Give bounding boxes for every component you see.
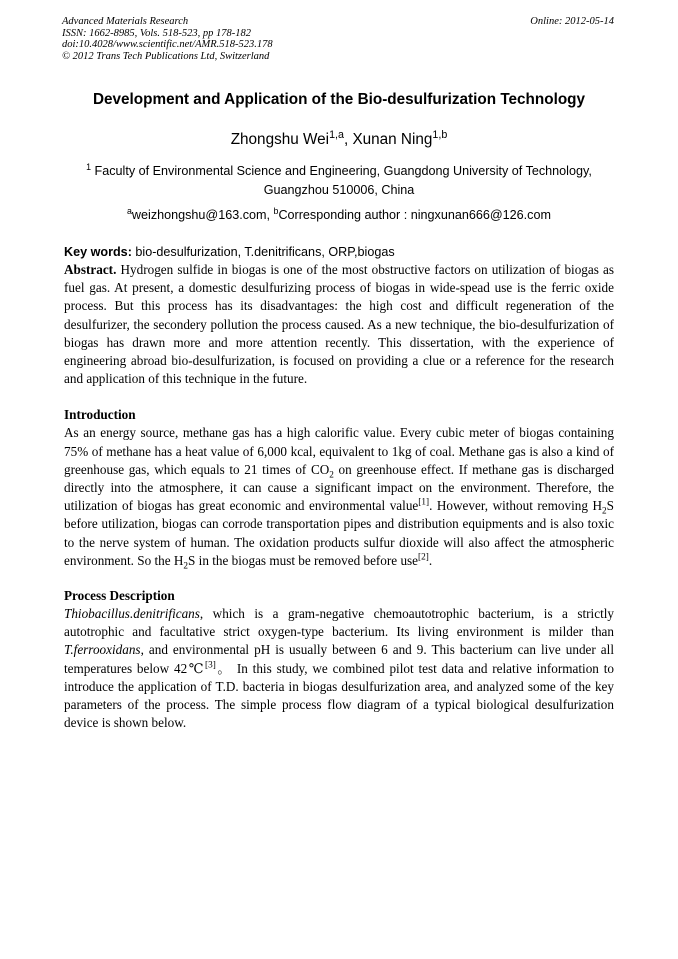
process-description-text: Thiobacillus.denitrificans, which is a gram-negative chemoautotrophic bacterium, is a strictly autotrophic and facultative strict oxygen-type bacterium. Its living environment is milder than T.ferrooxidans, and environmental pH is usually between 6 and 9. This bacterium can live under all temperatures below 42℃[3]。 In this study, we combined pilot test data and relative information to introduce the application of T.D. bacteria in biogas desulfurization area, and analyzed some of the key parameters of the process. The simple process flow diagram of a typical biological desulfurization device is shown below. <box>64 606 614 731</box>
keywords <box>64 243 614 261</box>
email-b: Corresponding author : ningxunan666@126.com <box>278 208 551 222</box>
paper-page <box>64 16 614 732</box>
author-line <box>64 130 614 150</box>
header-left <box>62 16 273 62</box>
email-b-marker: b <box>273 205 279 216</box>
citation-2: [2] <box>418 551 429 562</box>
author-2-affil: 1,b <box>432 128 448 141</box>
affiliation-line-1: $^1$ Faculty of Environmental Science and Engineering, Guangdong University of Technology, <box>86 161 592 178</box>
abstract <box>64 261 614 388</box>
keywords-text: bio-desulfurization, T.denitrificans, ORP,biogas <box>131 245 395 259</box>
copyright-line: © 2012 Trans Tech Publications Ltd, Switzerland <box>62 50 270 62</box>
doi-line: doi:10.4028/www.scientific.net/AMR.518-523.178 <box>62 39 273 51</box>
affiliation <box>64 162 614 200</box>
section-heading-introduction: Introduction <box>64 407 136 423</box>
author-2: Xunan Ning <box>352 131 433 148</box>
email-a-marker: a <box>127 205 132 216</box>
author-separator: , <box>343 131 353 148</box>
abstract-text: Hydrogen sulfide in biogas is one of the most obstructive factors on utilization of biogas as fuel gas. At present, a domestic desulfurizing process of biogas in wide-spead use is the ferric oxide process. But this process has its disadvantages: the high cost and difficult regeneration of the desulfurizer, the secondery pollution the process caused. As a new technique, the bio-desulfurization of biogas has drawn more and more attention recently. This dissertation, with the experience of engineering abroad bio-desulfurization, is focused on providing a clue or a reference for the research and application of this technique in the future. <box>64 262 614 387</box>
keywords-label: Key words: <box>64 245 132 259</box>
author-1: Zhongshu Wei <box>230 131 330 148</box>
running-header <box>64 16 614 64</box>
paper-title: Development and Application of the Bio-desulfurization Technology <box>92 91 586 108</box>
journal-name: Advanced Materials Research <box>62 16 189 27</box>
section-heading-process-description: Process Description <box>64 588 175 604</box>
email-a: weizhongshu@163.com, <box>131 208 274 222</box>
author-1-affil: 1,a <box>329 128 344 141</box>
issn-line: ISSN: 1662-8985, Vols. 518-523, pp 178-182 <box>62 27 251 39</box>
citation-1: [1] <box>418 496 430 507</box>
online-date: Online: 2012-05-14 <box>530 16 614 27</box>
email-line <box>64 206 614 225</box>
affiliation-number: 1 <box>86 161 92 172</box>
affiliation-line-2: Guangzhou 510006, China <box>263 183 415 197</box>
abstract-label: Abstract. <box>64 262 117 277</box>
introduction-text: As an energy source, methane gas has a high calorific value. Every cubic meter of biogas containing 75% of methane has a heat value of 6,000 kcal, equivalent to 1kg of coal. Methane gas is also a kind of greenhouse gas, which equals to 21 times of $CO_2$ on greenhouse effect. If methane gas is discharged directly into the atmosphere, it can cause a significant impact on the environment. Therefore, the utilization of biogas has great economic and environmental value[1]. However, without removing $H_2S$ before utilization, biogas can corrode transportation pipes and distribution equipments and is also toxic to the nerve system of human. The oxidation products sulfur dioxide will also affect the atmospheric environment. So the $H_2S$ in the biogas must be removed before use[2]. <box>64 425 614 571</box>
citation-3: [3] <box>205 659 216 670</box>
